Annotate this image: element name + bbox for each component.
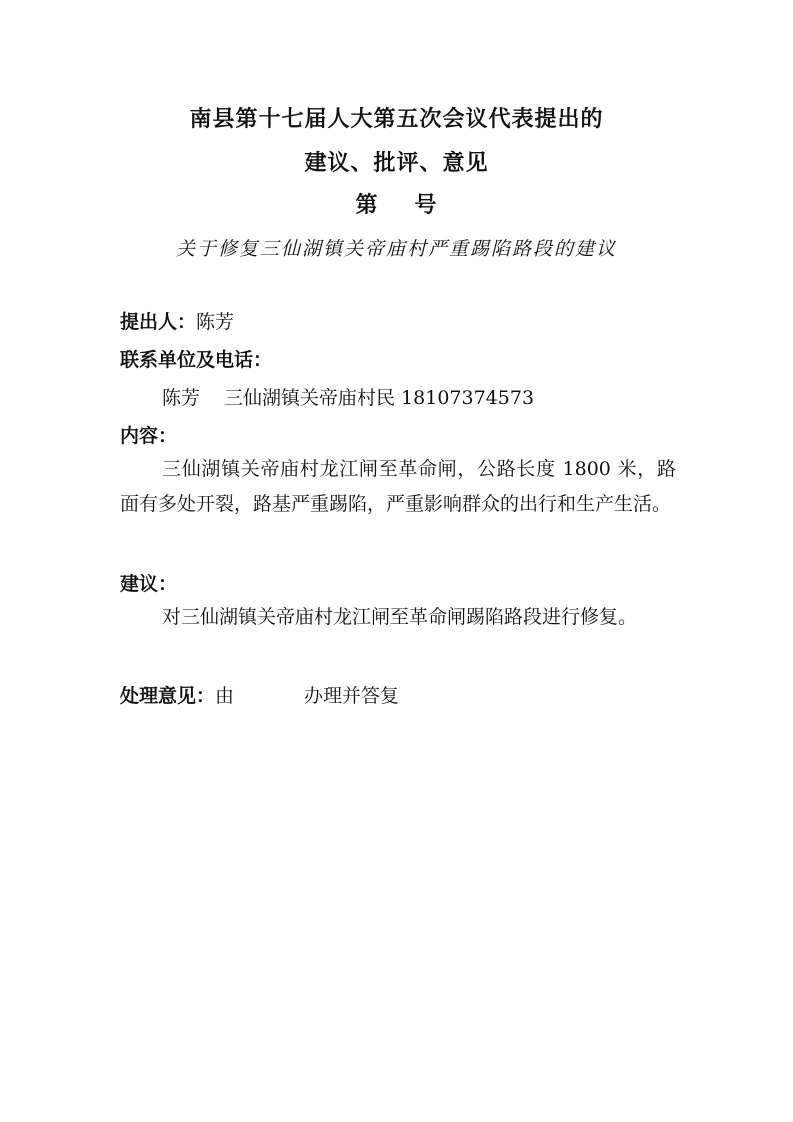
suggestion-row (120, 569, 177, 596)
content-text: 三仙湖镇关帝庙村龙江闸至革命闸，公路长度 1800 米，路面有多处开裂，路基严重踢陷，严重影响群众的出行和生产生活。 (120, 458, 676, 515)
handling-suffix: 办理并答复 (304, 685, 400, 707)
content-label: 内容： (120, 425, 178, 447)
contact-row (120, 345, 272, 372)
document-subject: 关于修复三仙湖镇关帝庙村严重踢陷路段的建议 (175, 238, 617, 260)
proposer-row (120, 307, 234, 334)
contact-name: 陈芳 (162, 387, 201, 409)
contact-details (162, 383, 534, 410)
contact-detail: 三仙湖镇关帝庙村民 18107374573 (224, 387, 535, 409)
document-title-line1: 南县第十七届人大第五次会议代表提出的 (189, 106, 604, 132)
suggestion-text: 对三仙湖镇关帝庙村龙江闸至革命闸踢陷路段进行修复。 (162, 606, 638, 628)
proposer-label: 提出人： (120, 311, 197, 333)
handling-row (120, 681, 399, 708)
suggestion-label: 建议： (120, 573, 178, 595)
document-title-line2: 建议、批评、意见 (304, 150, 489, 176)
number-suffix: 号 (414, 192, 438, 218)
contact-label: 联系单位及电话： (120, 349, 273, 371)
document-number (0, 188, 793, 219)
number-prefix: 第 (355, 192, 379, 218)
content-row (120, 421, 177, 448)
handling-label: 处理意见： (120, 685, 216, 707)
proposer-value: 陈芳 (196, 311, 235, 333)
handling-prefix: 由 (215, 685, 235, 707)
